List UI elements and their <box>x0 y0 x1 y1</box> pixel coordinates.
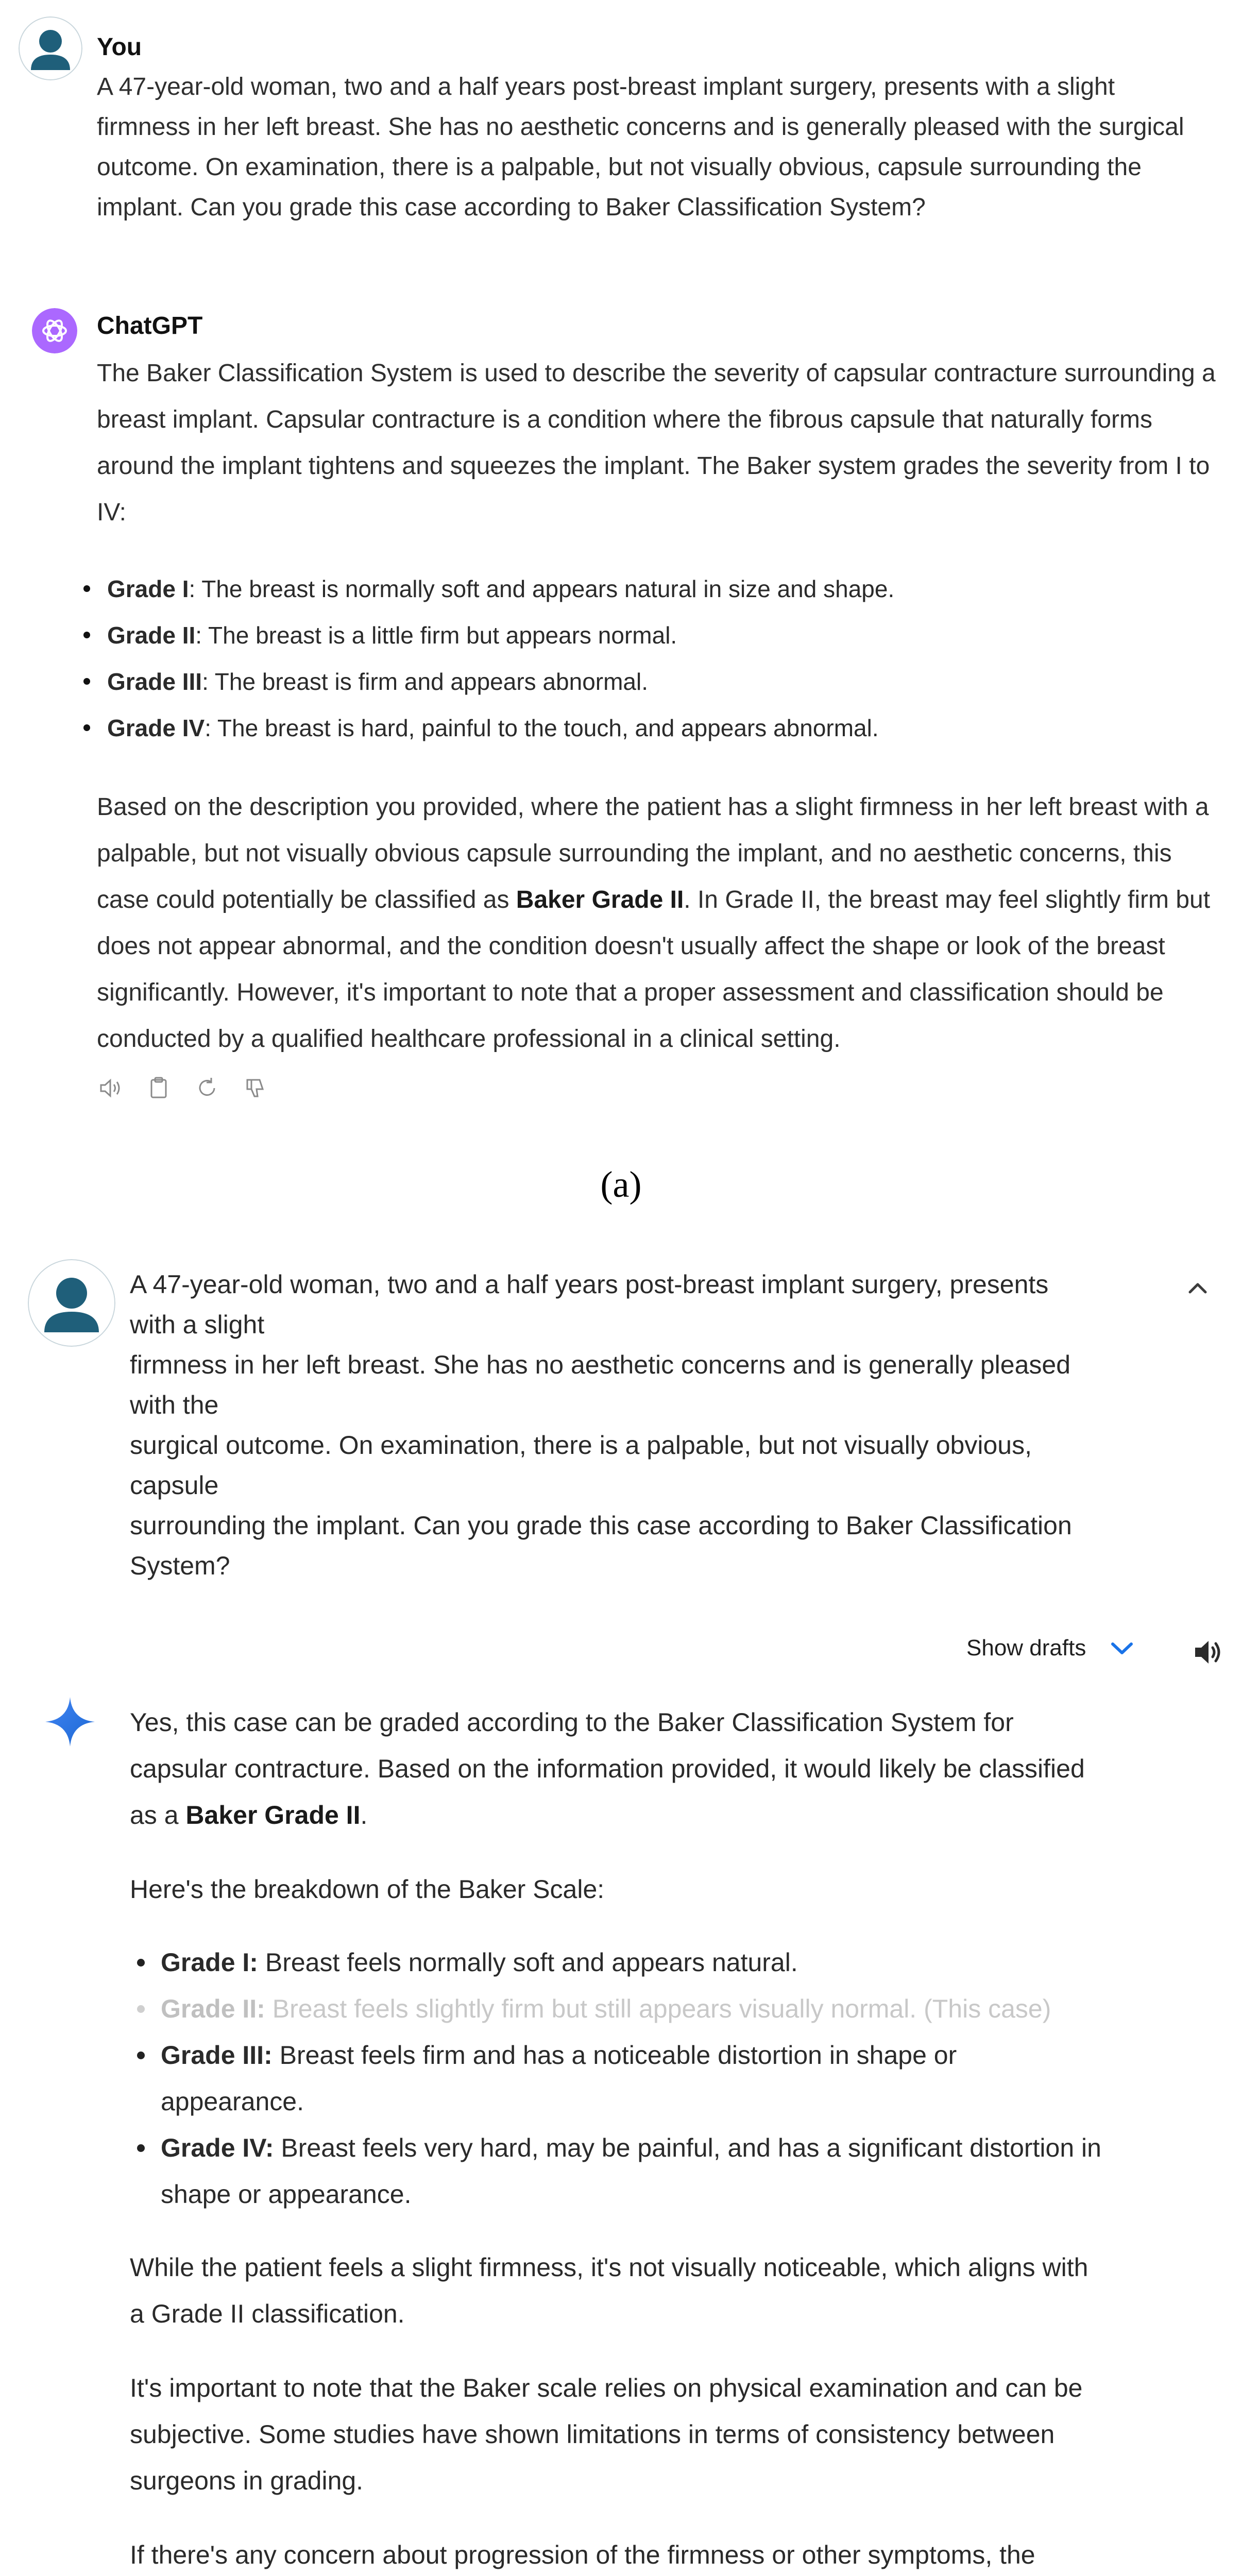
thumbs-down-icon[interactable] <box>242 1075 269 1101</box>
assistant-conclusion: Based on the description you provided, where the patient has a slight firmness in her left breast with a palpable, but not visually obvious capsule surrounding the implant, and no aesthetic concerns, this case could potentially be classified as Baker Grade II. In Grade II, the breast may feel slightly firm but does not appear abnormal, and the condition doesn't usually affect the shape or look of the breast significantly. However, it's important to note that a proper assessment and classification should be conducted by a qualified healthcare professional in a clinical setting. <box>97 793 1211 1053</box>
assistant-paragraph: If there's any concern about progression of the firmness or other symptoms, the <box>130 2540 1035 2569</box>
list-item: Grade II: Breast feels slightly firm but still appears visually normal. (This case) <box>161 1986 1212 2032</box>
user-message: A 47-year-old woman, two and a half years post-breast implant surgery, presents with a slight firmness in her left breast. She has no aesthetic concerns and is generally pleased with the surgical outcome. On examination, there is a palpable, but not visually obvious, capsule surrounding the implant. Can you grade this case according to Baker Classification System? <box>130 1270 1072 1580</box>
panel-caption-a: (a) <box>600 1164 642 1205</box>
assistant-paragraph: While the patient feels a slight firmness, it's not visually noticeable, which aligns with a Grade II classification. <box>130 2253 1088 2328</box>
regenerate-icon[interactable] <box>194 1075 220 1101</box>
message-actions <box>97 1075 269 1101</box>
baker-grade-list <box>161 1939 1212 2217</box>
chevron-down-icon <box>1109 1640 1135 1656</box>
user-avatar <box>28 1259 115 1347</box>
list-item: Grade III: Breast feels firm and has a noticeable distortion in shape or appearance. <box>161 2032 1212 2125</box>
speaker-icon[interactable] <box>97 1075 124 1101</box>
user-message: A 47-year-old woman, two and a half years post-breast implant surgery, presents with a slight firmness in her left breast. She has no aesthetic concerns and is generally pleased with the surgical outcome. On examination, there is a palpable, but not visually obvious, capsule surrounding the implant. Can you grade this case according to Baker Classification System? <box>97 73 1184 221</box>
list-item: Grade IV: The breast is hard, painful to the touch, and appears abnormal. <box>107 705 1230 751</box>
list-item: Grade II: The breast is a little firm but appears normal. <box>107 612 1230 658</box>
user-avatar <box>19 16 82 80</box>
speaker-icon[interactable] <box>1192 1637 1225 1667</box>
show-drafts-button[interactable] <box>966 1635 1135 1661</box>
assistant-intro: Yes, this case can be graded according to the Baker Classification System for capsular contracture. Based on the information provided, it would likely be classified as a Baker Grade II. <box>130 1708 1085 1829</box>
user-name: You <box>97 33 142 61</box>
collapse-chevron-icon[interactable] <box>1186 1280 1210 1295</box>
list-item: Grade I: The breast is normally soft and appears natural in size and shape. <box>107 566 1230 612</box>
assistant-paragraph: It's important to note that the Baker scale relies on physical examination and can be subjective. Some studies have shown limitations in terms of consistency between surgeons in grading. <box>130 2374 1083 2495</box>
assistant-name: ChatGPT <box>97 312 203 340</box>
breakdown-heading: Here's the breakdown of the Baker Scale: <box>130 1875 605 1904</box>
gemini-sparkle-icon <box>43 1695 97 1749</box>
chatgpt-avatar <box>32 308 77 353</box>
list-item: Grade III: The breast is firm and appears abnormal. <box>107 658 1230 705</box>
list-item: Grade I: Breast feels normally soft and appears natural. <box>161 1939 1212 1986</box>
grade-list <box>107 566 1230 751</box>
list-item: Grade IV: Breast feels very hard, may be painful, and has a significant distortion in shape or appearance. <box>161 2125 1212 2217</box>
assistant-intro: The Baker Classification System is used to describe the severity of capsular contracture surrounding a breast implant. Capsular contracture is a condition where the fibrous capsule that naturally forms around the implant tightens and squeezes the implant. The Baker system grades the severity from I to IV: <box>97 360 1216 526</box>
clipboard-icon[interactable] <box>145 1075 172 1101</box>
show-drafts-label: Show drafts <box>966 1635 1086 1660</box>
